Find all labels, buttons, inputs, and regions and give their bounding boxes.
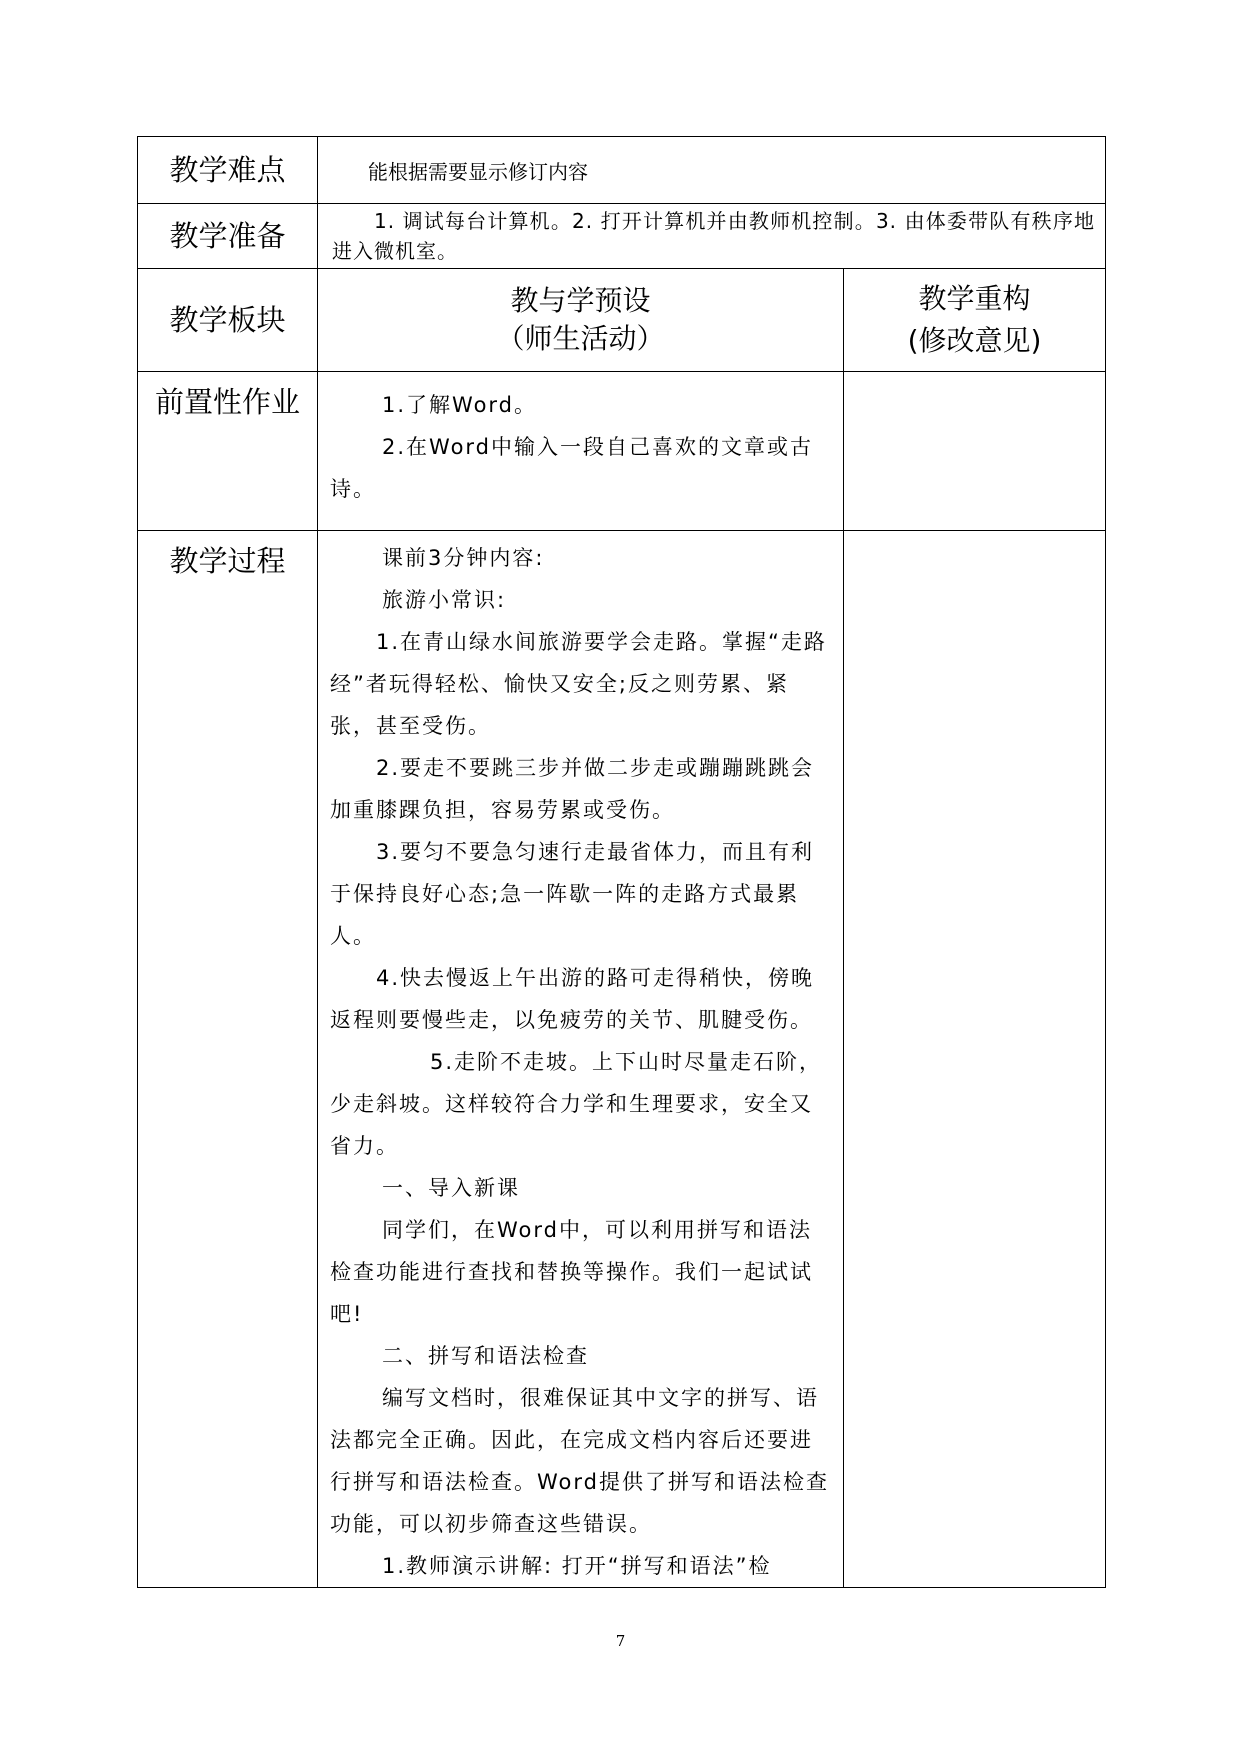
content-teaching-preparation: 1. 调试每台计算机。2. 打开计算机并由教师机控制。3. 由体委带队有秩序地进入微机室。 bbox=[318, 204, 1106, 269]
lesson-plan-table bbox=[137, 136, 1106, 1588]
process-paragraph: 1.教师演示讲解: 打开“拼写和语法”检 bbox=[382, 1554, 772, 1578]
rebuild-teaching-process bbox=[844, 531, 1106, 1588]
header-rebuild-line2: (修改意见) bbox=[907, 324, 1042, 357]
header-preset-line1: 教与学预设 bbox=[510, 284, 651, 317]
rebuild-pre-homework bbox=[844, 372, 1106, 531]
pre-homework-item: 2.在Word中输入一段自己喜欢的文章或古诗。 bbox=[330, 435, 814, 501]
row-teaching-difficulty bbox=[138, 137, 1106, 204]
label-teaching-module: 教学板块 bbox=[138, 269, 318, 372]
process-paragraph: 同学们，在Word中，可以利用拼写和语法检查功能进行查找和替换等操作。我们一起试试吧! bbox=[330, 1218, 813, 1326]
label-teaching-difficulty: 教学难点 bbox=[138, 137, 318, 204]
label-teaching-process: 教学过程 bbox=[138, 531, 318, 1588]
header-preset bbox=[318, 269, 844, 372]
header-rebuild bbox=[844, 269, 1106, 372]
row-teaching-preparation bbox=[138, 204, 1106, 269]
process-paragraph: 4.快去慢返上午出游的路可走得稍快，傍晚返程则要慢些走，以免疲劳的关节、肌腱受伤。 bbox=[330, 966, 815, 1032]
process-paragraph: 编写文档时，很难保证其中文字的拼写、语法都完全正确。因此，在完成文档内容后还要进行拼写和语法检查。Word提供了拼写和语法检查功能，可以初步筛查这些错误。 bbox=[330, 1386, 829, 1536]
content-teaching-difficulty: 能根据需要显示修订内容 bbox=[318, 137, 1106, 204]
header-rebuild-line1: 教学重构 bbox=[918, 282, 1031, 315]
process-paragraph: 旅游小常识: bbox=[382, 588, 507, 612]
content-teaching-process bbox=[318, 531, 844, 1588]
content-pre-homework bbox=[318, 372, 844, 531]
label-teaching-preparation: 教学准备 bbox=[138, 204, 318, 269]
page-number: 7 bbox=[615, 1632, 626, 1650]
label-pre-homework: 前置性作业 bbox=[138, 372, 318, 531]
row-header bbox=[138, 269, 1106, 372]
process-paragraph: 3.要匀不要急匀速行走最省体力，而且有利于保持良好心态;急一阵歇一阵的走路方式最累人。 bbox=[330, 840, 815, 948]
process-paragraph: 2.要走不要跳三步并做二步走或蹦蹦跳跳会加重膝踝负担，容易劳累或受伤。 bbox=[330, 756, 815, 822]
pre-homework-item: 1.了解Word。 bbox=[382, 393, 538, 417]
process-paragraph: 1.在青山绿水间旅游要学会走路。掌握“走路经”者玩得轻松、愉快又安全;反之则劳累、紧张，甚至受伤。 bbox=[330, 630, 827, 738]
process-paragraph: 课前3分钟内容: bbox=[382, 546, 545, 570]
process-paragraph: 5.走阶不走坡。上下山时尽量走石阶，少走斜坡。这样较符合力学和生理要求，安全又省力。 bbox=[330, 1050, 823, 1158]
process-paragraph: 二、拼写和语法检查 bbox=[382, 1344, 589, 1368]
row-teaching-process bbox=[138, 531, 1106, 1588]
header-preset-line2: （师生活动） bbox=[496, 322, 665, 355]
process-paragraph: 一、导入新课 bbox=[382, 1176, 520, 1200]
row-pre-homework bbox=[138, 372, 1106, 531]
